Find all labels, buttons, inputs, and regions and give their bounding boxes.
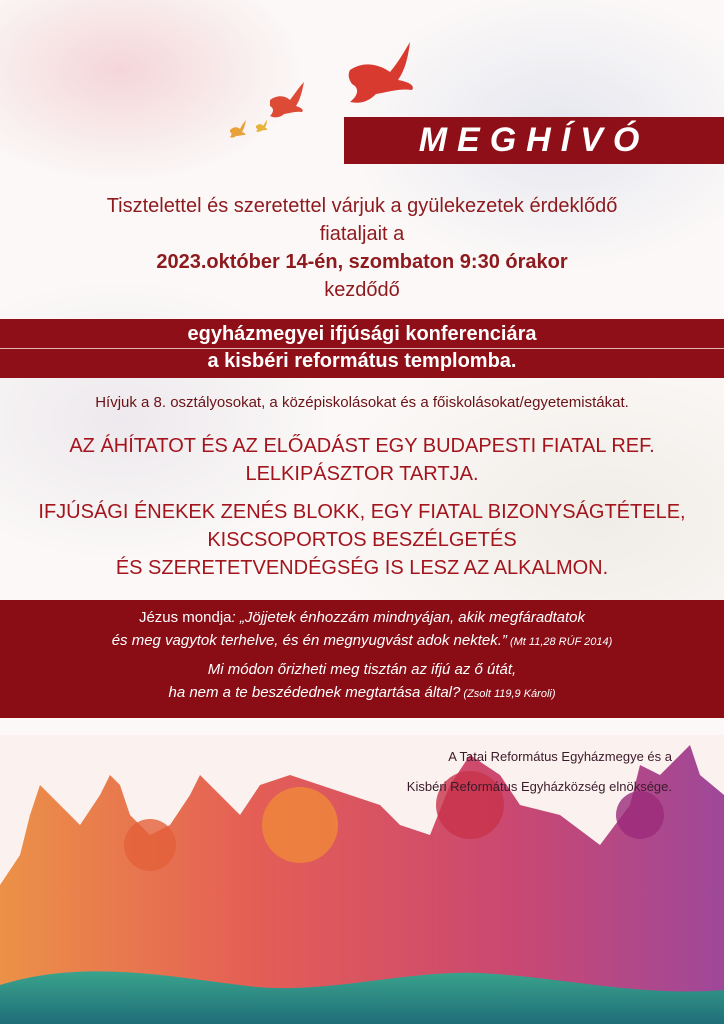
quote2-text2: ha nem a te beszédednek megtartása által? xyxy=(168,684,461,701)
quote2-reference: (Zsolt 119,9 Károli) xyxy=(460,688,556,700)
intro-line4: kezdődő xyxy=(324,279,400,301)
event-band xyxy=(0,319,724,378)
program-text xyxy=(0,432,724,582)
dove-icon xyxy=(270,82,304,117)
quote1-line2 xyxy=(0,629,724,654)
program-line5: ÉS SZERETETVENDÉGSÉG IS LESZ AZ ALKALMON. xyxy=(115,557,609,579)
intro-line2: fiataljait a xyxy=(319,223,405,245)
quote1-reference: (Mt 11,28 RÚF 2014) xyxy=(506,636,613,648)
quote1-text: : „Jöjjetek énhozzám mindnyájan, akik megfáradtatok xyxy=(231,609,586,626)
program-line3: IFJÚSÁGI ÉNEKEK ZENÉS BLOKK, EGY FIATAL BIZONYSÁGTÉTELE, xyxy=(38,501,686,523)
quote1-intro: Jézus mondja xyxy=(138,609,232,626)
quote2-line2 xyxy=(0,681,724,706)
dove-icon xyxy=(349,42,413,103)
event-line1: egyházmegyei ifjúsági konferenciára xyxy=(187,323,537,345)
intro-text xyxy=(0,192,724,304)
program-line2: LELKIPÁSZTOR TARTJA. xyxy=(245,463,479,485)
bible-quotes xyxy=(0,600,724,718)
signature-line1: A Tatai Református Egyházmegye és a xyxy=(448,749,672,764)
quote2-text: Mi módon őrizheti meg tisztán az ifjú az ő útát, xyxy=(207,661,517,678)
page-title: MEGHÍVÓ xyxy=(344,117,724,164)
quote1-line1 xyxy=(0,606,724,629)
dove-icon xyxy=(230,120,246,138)
invite-text: Hívjuk a 8. osztályosokat, a középiskolásokat és a főiskolásokat/egyetemistákat. xyxy=(95,394,629,411)
event-line2: a kisbéri református templomba. xyxy=(207,350,517,372)
program-line1: AZ ÁHÍTATOT ÉS AZ ELŐADÁST EGY BUDAPESTI FIATAL REF. xyxy=(69,435,655,457)
quote2-line1 xyxy=(0,658,724,681)
quote1-text2: és meg vagytok terhelve, és én megnyugvást adok nektek.” xyxy=(111,632,507,649)
signature-line2: Kisbéri Református Egyházközség elnöksége. xyxy=(406,779,672,794)
signature xyxy=(407,742,672,802)
dove-icon xyxy=(256,120,267,132)
band-divider xyxy=(0,348,724,349)
event-date: 2023.október 14-én, szombaton 9:30 órakor xyxy=(156,251,568,273)
intro-line1: Tisztelettel és szeretettel várjuk a gyülekezetek érdeklődő xyxy=(106,195,618,217)
program-line4: KISCSOPORTOS BESZÉLGETÉS xyxy=(207,529,517,551)
